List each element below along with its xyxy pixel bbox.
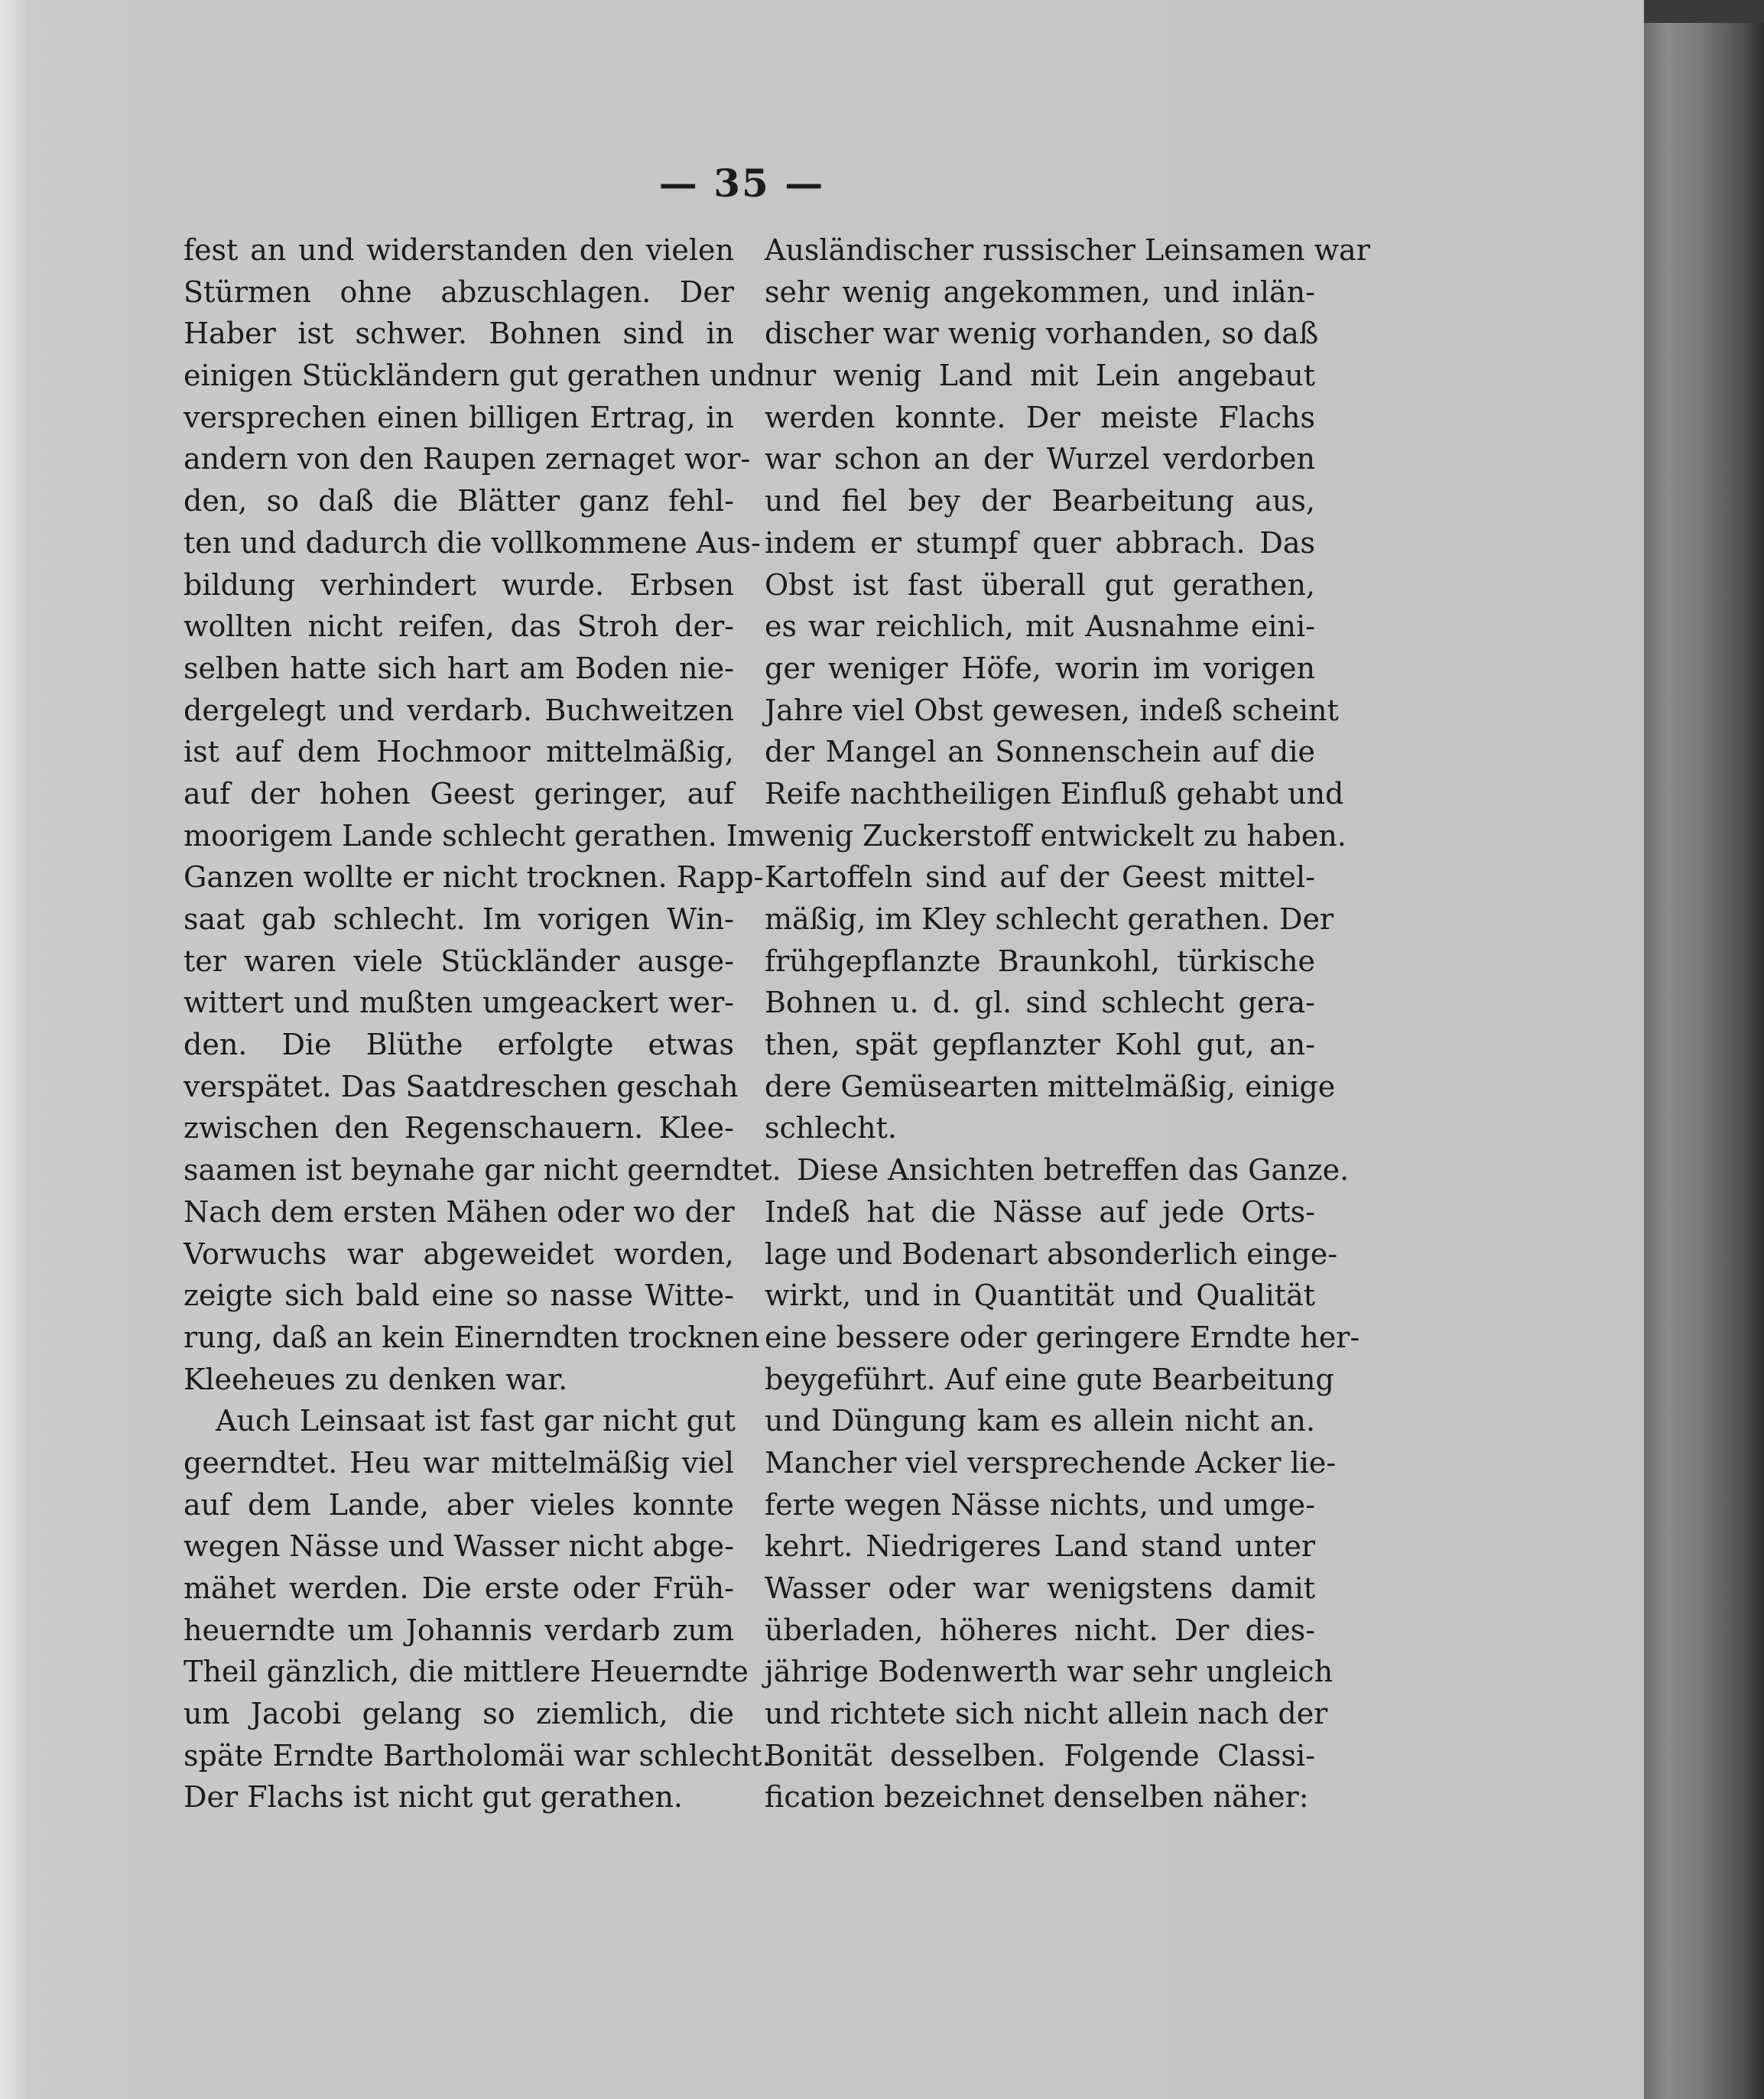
text-line: Der Flachs ist nicht gut gerathen.	[184, 1780, 684, 1815]
paragraph	[765, 1149, 1360, 1818]
text-line: wenig Zuckerstoff entwickelt zu haben.	[765, 818, 1347, 853]
text-line: Kartoffeln sind auf der Geest mittel-	[765, 860, 1315, 895]
text-line: sehr wenig angekommen, und inlän-	[765, 275, 1315, 309]
text-line: wegen Nässe und Wasser nicht abge-	[184, 1529, 734, 1564]
text-line: saat gab schlecht. Im vorigen Win-	[184, 902, 734, 936]
left-text-column	[184, 229, 781, 1818]
text-line: verspätet. Das Saatdreschen geschah	[184, 1069, 739, 1103]
right-text-column	[765, 229, 1370, 1818]
text-line: indem er stumpf quer abbrach. Das	[765, 525, 1315, 560]
text-line: war schon an der Wurzel verdorben	[765, 442, 1315, 476]
text-line: und fiel bey der Bearbeitung aus,	[765, 484, 1315, 518]
text-line: einigen Stückländern gut gerathen und	[184, 359, 766, 393]
text-line: ger weniger Höfe, worin im vorigen	[765, 651, 1315, 685]
text-line: mähet werden. Die erste oder Früh-	[184, 1571, 734, 1605]
text-line: bildung verhindert wurde. Erbsen	[184, 567, 734, 602]
text-line: zeigte sich bald eine so nasse Witte-	[184, 1279, 734, 1313]
text-line: werden konnte. Der meiste Flachs	[765, 400, 1315, 434]
text-line: selben hatte sich hart am Boden nie-	[184, 651, 734, 685]
text-line: späte Erndte Bartholomäi war schlecht.	[184, 1738, 772, 1772]
text-line: auf der hohen Geest geringer, auf	[184, 776, 734, 811]
text-line: saamen ist beynahe gar nicht geerndtet.	[184, 1153, 781, 1188]
text-line: Ausländischer russischer Leinsamen war	[765, 233, 1370, 267]
text-line: eine bessere oder geringere Erndte her-	[765, 1320, 1360, 1354]
text-line: Obst ist fast überall gut gerathen,	[765, 567, 1315, 602]
paragraph	[765, 229, 1370, 1149]
text-line: Theil gänzlich, die mittlere Heuerndte	[184, 1655, 749, 1689]
text-line: der Mangel an Sonnenschein auf die	[765, 735, 1315, 769]
text-line: um Jacobi gelang so ziemlich, die	[184, 1697, 734, 1731]
text-line: frühgepflanzte Braunkohl, türkische	[765, 944, 1315, 978]
text-line: Auch Leinsaat ist fast gar nicht gut	[216, 1404, 736, 1438]
text-line: fest an und widerstanden den vielen	[184, 233, 734, 267]
text-line: ten und dadurch die vollkommene Aus-	[184, 525, 761, 560]
text-line: Stürmen ohne abzuschlagen. Der	[184, 275, 734, 309]
text-line: Vorwuchs war abgeweidet worden,	[184, 1236, 734, 1271]
text-line: dere Gemüsearten mittelmäßig, einige	[765, 1069, 1336, 1103]
text-line: mäßig, im Kley schlecht gerathen. Der	[765, 902, 1334, 936]
text-line: überladen, höheres nicht. Der dies-	[765, 1613, 1315, 1647]
text-line: beygeführt. Auf eine gute Bearbeitung	[765, 1362, 1334, 1396]
text-line: Diese Ansichten betreffen das Ganze.	[797, 1153, 1350, 1188]
text-line: ferte wegen Nässe nichts, und umge-	[765, 1487, 1315, 1522]
text-line: Ganzen wollte er nicht trocknen. Rapp-	[184, 860, 764, 895]
text-line: Haber ist schwer. Bohnen sind in	[184, 317, 734, 351]
paragraph	[184, 229, 781, 1400]
text-line: rung, daß an kein Einerndten trocknen	[184, 1320, 760, 1354]
text-line: zwischen den Regenschauern. Klee-	[184, 1111, 734, 1145]
text-line: es war reichlich, mit Ausnahme eini-	[765, 609, 1315, 644]
text-line: Indeß hat die Nässe auf jede Orts-	[765, 1194, 1315, 1229]
text-line: versprechen einen billigen Ertrag, in	[184, 400, 734, 434]
text-line: und richtete sich nicht allein nach der	[765, 1697, 1328, 1731]
text-line: Kleeheues zu denken war.	[184, 1362, 568, 1396]
text-line: jährige Bodenwerth war sehr ungleich	[765, 1655, 1334, 1689]
text-line: Jahre viel Obst gewesen, indeß scheint	[765, 693, 1339, 727]
paragraph	[184, 1400, 772, 1818]
book-gutter	[0, 0, 31, 2099]
text-line: und Düngung kam es allein nicht an.	[765, 1404, 1315, 1438]
text-line: wollten nicht reifen, das Stroh der-	[184, 609, 734, 644]
text-line: geerndtet. Heu war mittelmäßig viel	[184, 1445, 734, 1480]
text-line: Reife nachtheiligen Einfluß gehabt und	[765, 776, 1344, 811]
text-line: lage und Bodenart absonderlich einge-	[765, 1236, 1338, 1271]
text-line: Bohnen u. d. gl. sind schlecht gera-	[765, 986, 1315, 1020]
text-line: kehrt. Niedrigeres Land stand unter	[765, 1529, 1315, 1564]
text-line: den. Die Blüthe erfolgte etwas	[184, 1028, 734, 1062]
text-line: ter waren viele Stückländer ausge-	[184, 944, 734, 978]
text-line: andern von den Raupen zernaget wor-	[184, 442, 751, 476]
text-line: Wasser oder war wenigstens damit	[765, 1571, 1315, 1605]
text-line: fication bezeichnet denselben näher:	[765, 1780, 1309, 1815]
page-edge	[1644, 23, 1764, 2099]
text-line: moorigem Lande schlecht gerathen. Im	[184, 818, 765, 853]
text-line: auf dem Lande, aber vieles konnte	[184, 1487, 734, 1522]
text-line: den, so daß die Blätter ganz fehl-	[184, 484, 734, 518]
text-line: discher war wenig vorhanden, so daß	[765, 317, 1319, 351]
text-line: nur wenig Land mit Lein angebaut	[765, 359, 1315, 393]
text-line: schlecht.	[765, 1111, 898, 1145]
text-line: dergelegt und verdarb. Buchweitzen	[184, 693, 734, 727]
text-line: Bonität desselben. Folgende Classi-	[765, 1738, 1315, 1772]
page-number: — 35 —	[658, 161, 825, 206]
text-line: Nach dem ersten Mähen oder wo der	[184, 1194, 735, 1229]
text-line: Mancher viel versprechende Acker lie-	[765, 1445, 1337, 1480]
text-line: wirkt, und in Quantität und Qualität	[765, 1279, 1315, 1313]
text-line: then, spät gepflanzter Kohl gut, an-	[765, 1028, 1315, 1062]
text-line: ist auf dem Hochmoor mittelmäßig,	[184, 735, 734, 769]
text-line: heuerndte um Johannis verdarb zum	[184, 1613, 734, 1647]
text-line: wittert und mußten umgeackert wer-	[184, 986, 734, 1020]
